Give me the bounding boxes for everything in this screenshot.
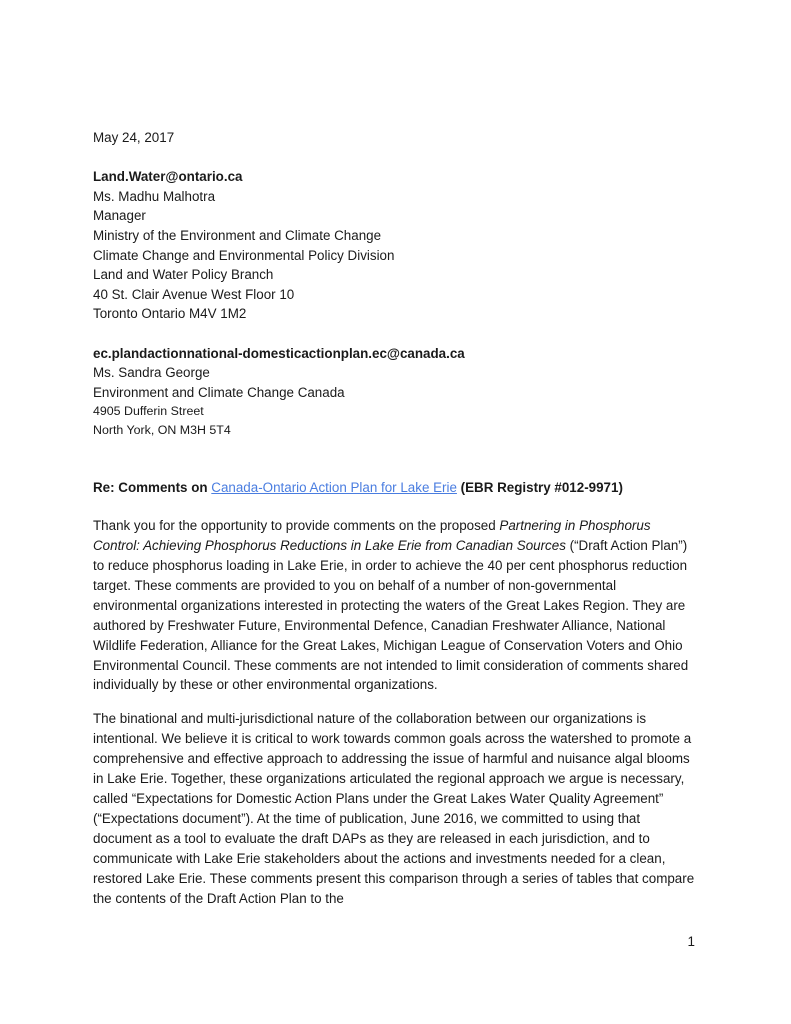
address-line: 40 St. Clair Avenue West Floor 10 — [93, 286, 295, 302]
text-segment: Thank you for the opportunity to provide comments on the proposed — [93, 518, 500, 534]
paragraph-1 — [93, 516, 698, 695]
subject-link[interactable]: Canada-Ontario Action Plan for Lake Erie — [211, 480, 457, 496]
subject-line — [93, 478, 698, 498]
recipient-block-canada — [93, 344, 698, 441]
recipient-email: ec.plandactionnational-domesticactionplan.ec@canada.ca — [93, 345, 465, 361]
address-line: Environment and Climate Change Canada — [93, 384, 345, 400]
paragraph-2 — [93, 709, 698, 908]
address-line: North York, ON M3H 5T4 — [93, 423, 231, 438]
address-line: Climate Change and Environmental Policy Division — [93, 247, 395, 263]
address-line: Toronto Ontario M4V 1M2 — [93, 306, 247, 322]
address-line: Ministry of the Environment and Climate Change — [93, 227, 382, 243]
recipient-name: Ms. Sandra George — [93, 365, 210, 381]
address-line: 4905 Dufferin Street — [93, 404, 204, 419]
text-segment: Partnering in Phosphorus Control: Achieving Phosphorus Reductions in Lake Erie from Canadian Sources — [93, 518, 651, 554]
text-segment: (“Draft Action Plan”) to reduce phosphorus loading in Lake Erie, in order to achieve the 40 per cent phosphorus reduction target. These comments are provided to you on behalf of a number of non-governmental environmental organizations interested in protecting the waters of the Great Lakes Region. They are authored by Freshwater Future, Environmental Defence, Canadian Freshwater Alliance, National Wildlife Federation, Alliance for the Great Lakes, Michigan League of Conservation Voters and Ohio Environmental Council. These comments are not intended to limit consideration of comments shared individually by these or other environmental organizations. — [93, 538, 689, 693]
recipient-name: Ms. Madhu Malhotra — [93, 188, 216, 204]
page-number: 1 — [687, 934, 695, 949]
text-segment: (EBR Registry #012-9971) — [456, 480, 623, 496]
letter-date: May 24, 2017 — [93, 130, 175, 145]
text-segment: The binational and multi-jurisdictional nature of the collaboration between our organizations is intentional. We believe it is critical to work towards common goals across the watershed to promote a comprehensive and effective approach to addressing the issue of harmful and nuisance algal blooms in Lake Erie. Together, these organizations articulated the regional approach we argue is necessary, called “Expectations for Domestic Action Plans under the Great Lakes Water Quality Agreement” (“Expectations document”). At the time of publication, June 2016, we committed to using that document as a tool to evaluate the draft DAPs as they are released in each jurisdiction, and to communicate with Lake Erie stakeholders about the actions and investments needed for a clean, restored Lake Erie. These comments present this comparison through a series of tables that compare the contents of the Draft Action Plan to the — [93, 711, 695, 906]
recipient-title: Manager — [93, 208, 146, 224]
recipient-email: Land.Water@ontario.ca — [93, 169, 243, 185]
text-segment: Re: Comments on — [93, 480, 212, 496]
recipient-block-ontario — [93, 167, 698, 324]
address-line: Land and Water Policy Branch — [93, 267, 274, 283]
